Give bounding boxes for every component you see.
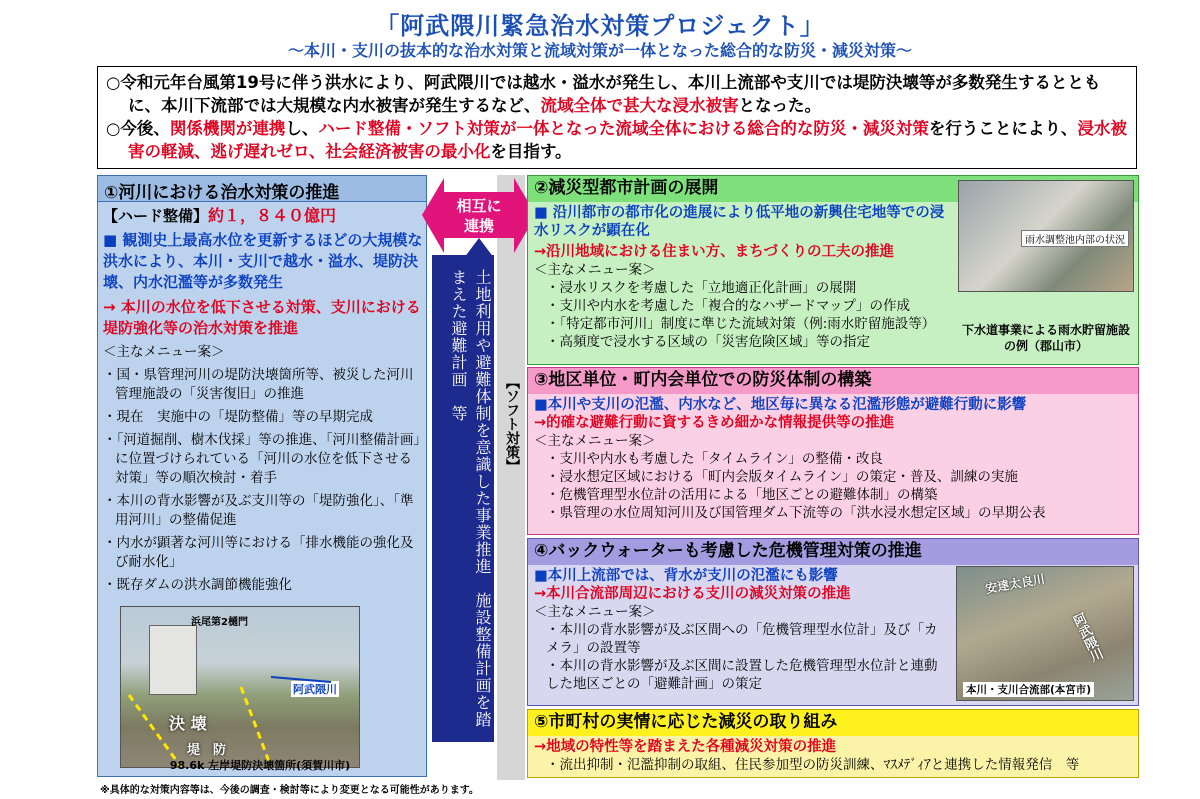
soft-measures-label: 【ソフト対策】 bbox=[504, 375, 520, 473]
hard-cost-line bbox=[103, 206, 423, 226]
p3-menu-item: ・支川や内水も考慮した「タイムライン」の整備・改良 bbox=[546, 451, 883, 467]
confluence-aerial-photo bbox=[956, 566, 1134, 701]
levee-label: 堤 防 bbox=[187, 743, 227, 758]
left-menu-item: ・「河道掘削、樹木伐採」等の推進、「河川整備計画」に位置づけられている「河川の水位を低下させる対策」等の順次検討・着手 bbox=[103, 432, 421, 486]
municipal-panel bbox=[527, 709, 1139, 778]
district-heading: ③地区単位・町内会単位での防災体制の構築 bbox=[528, 368, 1138, 394]
river-label: 阿武隈川 bbox=[293, 683, 337, 696]
intro-text: となった。 bbox=[738, 96, 821, 115]
mainriver-label: 阿武隈川 bbox=[1068, 611, 1105, 665]
up-arrow-shape bbox=[464, 238, 494, 258]
municipal-heading: ⑤市町村の実情に応じた減災の取り組み bbox=[528, 710, 1138, 736]
intro-text: ○今後、 bbox=[106, 119, 170, 138]
p2-direction: →沿川地域における住まい方、まちづくりの工夫の推進 bbox=[534, 244, 895, 260]
rainwater-facility-photo bbox=[958, 180, 1134, 292]
intro-highlight: 流域全体で甚大な浸水被害 bbox=[540, 96, 739, 115]
gate-label: 浜尾第2樋門 bbox=[191, 617, 248, 628]
break-label: 決 壊 bbox=[169, 714, 207, 733]
urban-planning-body bbox=[534, 204, 954, 351]
left-menu-item: ・内水が顕著な河川等における「排水機能の強化及び耐水化」 bbox=[103, 535, 414, 570]
p2-menu-item: ・支川や内水を考慮した「複合的なハザードマップ」の作成 bbox=[546, 298, 910, 314]
cooperation-text: 土地利用や避難体制を意識した事業推進 施設整備計画を踏まえた避難計画 等 bbox=[449, 269, 492, 728]
p2-issue: ■ 沿川都市の都市化の進展により低平地の新興住宅地等での浸水リスクが顕在化 bbox=[534, 205, 945, 239]
river-arrow bbox=[271, 677, 331, 682]
up-arrow-icon bbox=[464, 238, 494, 258]
intro-paragraph-1 bbox=[106, 71, 1128, 117]
left-direction: → 本川の水位を低下させる対策、支川における堤防強化等の治水対策を推進 bbox=[103, 298, 421, 337]
intro-text: を行うことにより、 bbox=[928, 119, 1078, 138]
facility-caption: 下水道事業による雨水貯留施設の例（郡山市） bbox=[961, 323, 1130, 353]
backwater-heading: ④バックウォーターも考慮した危機管理対策の推進 bbox=[528, 539, 1138, 565]
p4-issue: ■本川上流部では、背水が支川の氾濫にも影響 bbox=[534, 568, 838, 584]
left-menu-item: ・国・県管理河川の堤防決壊箇所等、被災した河川管理施設の「災害復旧」の推進 bbox=[103, 367, 414, 402]
left-menu-item: ・既存ダムの洪水調節機能強化 bbox=[103, 577, 292, 593]
hard-cost: 約１，８４０億円 bbox=[208, 206, 337, 225]
intro-highlight: 浸水被害の軽減、逃げ遅れゼロ、社会経済被害の最小化 bbox=[128, 119, 1127, 161]
river-measures-heading: ①河川における治水対策の推進 bbox=[97, 175, 427, 202]
left-menu-label: ＜主なメニュー案＞ bbox=[103, 344, 225, 360]
p5-direction: →地域の特性等を踏まえた各種減災対策の推進 bbox=[534, 739, 837, 755]
footnote: ※具体的な対策内容等は、今後の調査・検討等により変更となる可能性があります。 bbox=[100, 785, 479, 796]
river-measures-body bbox=[103, 206, 423, 595]
p3-menu-label: ＜主なメニュー案＞ bbox=[534, 433, 656, 449]
intro-text: ○令和元年台風第19号に伴う洪水により、阿武隈川では越水・溢水が発生し、本川上流部や支川では堤防決壊等が多数発生するとともに、本川下流部では大規模な内水被害が発生するなど、 bbox=[106, 73, 1101, 115]
intro-text: を目指す。 bbox=[490, 142, 572, 161]
levee-break-photo bbox=[120, 606, 360, 768]
p3-issue: ■本川や支川の氾濫、内水など、地区毎に異なる氾濫形態が避難行動に影響 bbox=[534, 397, 1027, 413]
mutual-label-1: 相互に bbox=[456, 197, 502, 215]
intro-highlight: 関係機関が連携 bbox=[169, 119, 286, 138]
break-line-right bbox=[241, 687, 271, 767]
break-marker-svg bbox=[121, 607, 360, 768]
district-panel bbox=[527, 367, 1139, 535]
p2-menu-item: ・「特定都市河川」制度に準じた流域対策（例:雨水貯留施設等） bbox=[546, 316, 936, 332]
page-subtitle: ～本川・支川の抜本的な治水対策と流域対策が一体となった総合的な防災・減災対策～ bbox=[287, 41, 912, 60]
p2-menu-item: ・浸水リスクを考慮した「立地適正化計画」の展開 bbox=[546, 280, 857, 296]
p4-menu-label: ＜主なメニュー案＞ bbox=[534, 604, 656, 620]
p2-menu-item: ・高頻度で浸水する区域の「災害危険区域」等の指定 bbox=[546, 334, 870, 350]
p3-menu-item: ・浸水想定区域における「町内会版タイムライン」の策定・普及、訓練の実施 bbox=[546, 469, 1018, 485]
p3-menu-item: ・県管理の水位周知河川及び国管理ダム下流等の「洪水浸水想定区域」の早期公表 bbox=[546, 505, 1046, 521]
page-title: 「阿武隈川緊急治水対策プロジェクト」 bbox=[375, 12, 825, 40]
urban-planning-heading: ②減災型都市計画の展開 bbox=[528, 176, 1138, 202]
tributary-label: 安達太良川 bbox=[984, 571, 1046, 597]
hard-label: 【ハード整備】 bbox=[103, 207, 209, 225]
p4-menu-item: ・本川の背水影響が及ぶ区間への「危機管理型水位計」及び「カメラ」の設置等 bbox=[546, 622, 938, 656]
left-issue: ■ 観測史上最高水位を更新するほどの大規模な洪水により、本川・支川で越水・溢水、堤防決壊、内水氾濫等が多数発生 bbox=[103, 231, 423, 291]
p5-menu-item: ・流出抑制・氾濫抑制の取組、住民参加型の防災訓練、ﾏｽﾒﾃﾞｨｱと連携した情報発信 等 bbox=[546, 757, 1080, 773]
photo-caption: 98.6k 左岸堤防決壊箇所(須賀川市) bbox=[169, 759, 351, 772]
mutual-label-2: 連携 bbox=[463, 217, 494, 235]
p3-direction: →的確な避難行動に資するきめ細かな情報提供等の推進 bbox=[534, 415, 895, 431]
mutual-label bbox=[440, 196, 518, 236]
p3-menu-item: ・危機管理型水位計の活用による「地区ごとの避難体制」の構築 bbox=[546, 487, 938, 503]
left-menu-item: ・本川の背水影響が及ぶ支川等の「堤防強化」、「準用河川」の整備促進 bbox=[103, 493, 414, 528]
p4-direction: →本川合流部周辺における支川の減災対策の推進 bbox=[534, 586, 851, 602]
facility-tag: 雨水調整池内部の状況 bbox=[1021, 230, 1129, 247]
intro-paragraph-2 bbox=[106, 117, 1128, 163]
p4-menu-item: ・本川の背水影響が及ぶ区間に設置した危機管理型水位計と連動した地区ごとの「避難計画」の策定 bbox=[546, 658, 938, 692]
p2-menu-label: ＜主なメニュー案＞ bbox=[534, 262, 656, 278]
backwater-body bbox=[534, 567, 946, 693]
soft-measures-bar bbox=[497, 175, 525, 780]
left-menu-item: ・現在 実施中の「堤防整備」等の早期完成 bbox=[103, 409, 373, 425]
intro-text: し、 bbox=[285, 119, 319, 138]
intro-highlight: ハード整備・ソフト対策が一体となった流域全体における総合的な防災・減災対策 bbox=[318, 119, 929, 138]
intro-box bbox=[97, 66, 1137, 169]
confluence-caption: 本川・支川合流部(本宮市) bbox=[963, 682, 1094, 697]
